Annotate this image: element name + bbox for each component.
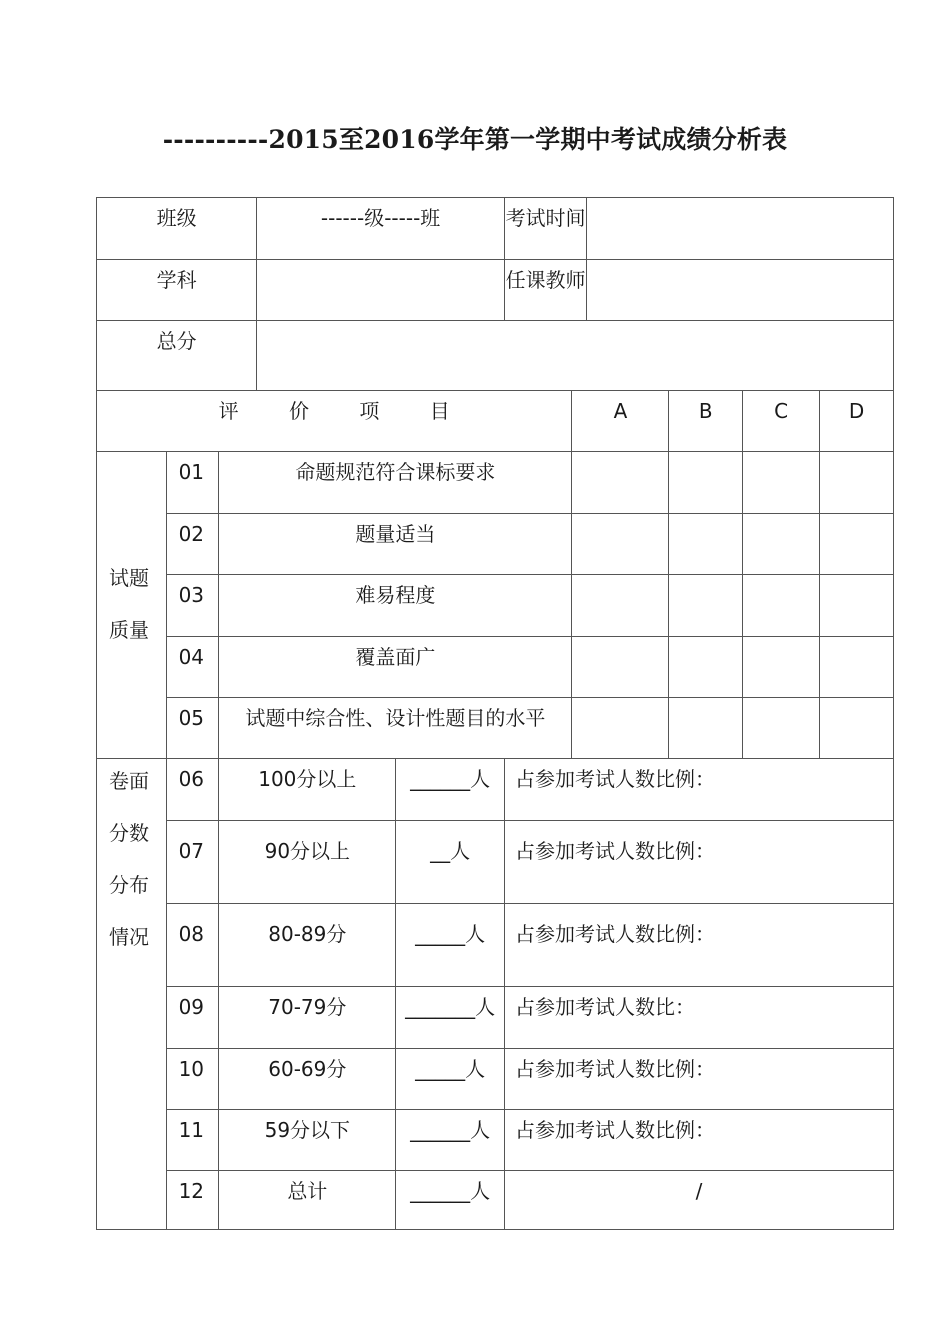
row-number: 02 xyxy=(166,514,219,575)
grade-b-cell[interactable] xyxy=(669,575,743,637)
student-count[interactable]: _____人 xyxy=(396,904,505,987)
subject-value[interactable] xyxy=(257,260,505,321)
grade-b-cell[interactable] xyxy=(669,514,743,575)
grade-d-header: D xyxy=(820,391,894,452)
teacher-value[interactable] xyxy=(587,260,894,321)
student-count[interactable]: __人 xyxy=(396,821,505,904)
eval-header-char: 目 xyxy=(429,399,450,423)
total-label: 总分 xyxy=(97,321,257,391)
distribution-group-label-line: 分数 xyxy=(109,821,149,845)
distribution-group-label-line: 卷面 xyxy=(109,769,149,793)
quality-row xyxy=(97,637,894,698)
info-row-class xyxy=(97,198,894,260)
ratio-label: 占参加考试人数比例： xyxy=(504,821,893,904)
grade-a-cell[interactable] xyxy=(572,637,669,698)
eval-header-row xyxy=(97,391,894,452)
row-number: 01 xyxy=(166,452,219,514)
grade-a-cell[interactable] xyxy=(572,514,669,575)
row-number: 09 xyxy=(166,987,219,1049)
ratio-label: 占参加考试人数比例： xyxy=(504,1049,893,1110)
row-number: 07 xyxy=(166,821,219,904)
grade-a-cell[interactable] xyxy=(572,452,669,514)
distribution-group-label xyxy=(97,759,167,1230)
document-title: ----------2015至2016学年第一学期中考试成绩分析表 xyxy=(162,125,788,154)
grade-d-cell[interactable] xyxy=(820,698,894,759)
quality-group-label-line: 试题 xyxy=(109,566,149,590)
grade-c-cell[interactable] xyxy=(743,637,820,698)
quality-row xyxy=(97,698,894,759)
grade-d-cell[interactable] xyxy=(820,514,894,575)
eval-header-char: 价 xyxy=(289,399,310,423)
exam-time-label: 考试时间 xyxy=(504,198,586,260)
info-row-subject xyxy=(97,260,894,321)
distribution-group-label-line: 情况 xyxy=(109,925,149,949)
quality-row xyxy=(97,452,894,514)
info-row-total xyxy=(97,321,894,391)
score-range: 总计 xyxy=(219,1171,396,1230)
quality-row xyxy=(97,575,894,637)
score-range: 80-89分 xyxy=(219,904,396,987)
row-number: 03 xyxy=(166,575,219,637)
class-label: 班级 xyxy=(97,198,257,260)
total-value[interactable] xyxy=(257,321,894,391)
ratio-label: 占参加考试人数比例： xyxy=(504,1110,893,1171)
distribution-row xyxy=(97,904,894,987)
grade-c-header: C xyxy=(743,391,820,452)
ratio-label: / xyxy=(504,1171,893,1230)
grade-a-cell[interactable] xyxy=(572,575,669,637)
grade-b-header: B xyxy=(669,391,743,452)
student-count[interactable]: ______人 xyxy=(396,1171,505,1230)
grade-b-cell[interactable] xyxy=(669,698,743,759)
eval-item-header xyxy=(97,391,572,452)
row-number: 12 xyxy=(166,1171,219,1230)
subject-label: 学科 xyxy=(97,260,257,321)
student-count[interactable]: _____人 xyxy=(396,1049,505,1110)
grade-c-cell[interactable] xyxy=(743,575,820,637)
quality-row xyxy=(97,514,894,575)
score-range: 70-79分 xyxy=(219,987,396,1049)
score-analysis-table xyxy=(96,197,894,1230)
grade-c-cell[interactable] xyxy=(743,698,820,759)
class-value: ------级-----班 xyxy=(257,198,505,260)
eval-header-char: 项 xyxy=(359,399,380,423)
grade-b-cell[interactable] xyxy=(669,637,743,698)
eval-header-char: 评 xyxy=(218,399,239,423)
distribution-row xyxy=(97,987,894,1049)
distribution-group-label-line: 分布 xyxy=(109,873,149,897)
row-number: 04 xyxy=(166,637,219,698)
grade-d-cell[interactable] xyxy=(820,575,894,637)
student-count[interactable]: ______人 xyxy=(396,759,505,821)
score-range: 90分以上 xyxy=(219,821,396,904)
distribution-row xyxy=(97,1049,894,1110)
row-number: 05 xyxy=(166,698,219,759)
exam-time-value[interactable] xyxy=(587,198,894,260)
grade-a-cell[interactable] xyxy=(572,698,669,759)
grade-c-cell[interactable] xyxy=(743,452,820,514)
distribution-row xyxy=(97,1110,894,1171)
distribution-row xyxy=(97,759,894,821)
quality-group-label xyxy=(97,452,167,759)
quality-item: 难易程度 xyxy=(219,575,572,637)
quality-item: 覆盖面广 xyxy=(219,637,572,698)
ratio-label: 占参加考试人数比： xyxy=(504,987,893,1049)
student-count[interactable]: _______人 xyxy=(396,987,505,1049)
quality-item: 题量适当 xyxy=(219,514,572,575)
score-range: 60-69分 xyxy=(219,1049,396,1110)
distribution-total-row xyxy=(97,1171,894,1230)
quality-item: 命题规范符合课标要求 xyxy=(219,452,572,514)
row-number: 11 xyxy=(166,1110,219,1171)
grade-c-cell[interactable] xyxy=(743,514,820,575)
teacher-label: 任课教师 xyxy=(504,260,586,321)
row-number: 10 xyxy=(166,1049,219,1110)
student-count[interactable]: ______人 xyxy=(396,1110,505,1171)
ratio-label: 占参加考试人数比例： xyxy=(504,904,893,987)
grade-d-cell[interactable] xyxy=(820,452,894,514)
ratio-label: 占参加考试人数比例： xyxy=(504,759,893,821)
score-range: 59分以下 xyxy=(219,1110,396,1171)
row-number: 08 xyxy=(166,904,219,987)
distribution-row xyxy=(97,821,894,904)
grade-a-header: A xyxy=(572,391,669,452)
grade-b-cell[interactable] xyxy=(669,452,743,514)
score-range: 100分以上 xyxy=(219,759,396,821)
quality-group-label-line: 质量 xyxy=(109,618,149,642)
grade-d-cell[interactable] xyxy=(820,637,894,698)
quality-item: 试题中综合性、设计性题目的水平 xyxy=(219,698,572,759)
row-number: 06 xyxy=(166,759,219,821)
